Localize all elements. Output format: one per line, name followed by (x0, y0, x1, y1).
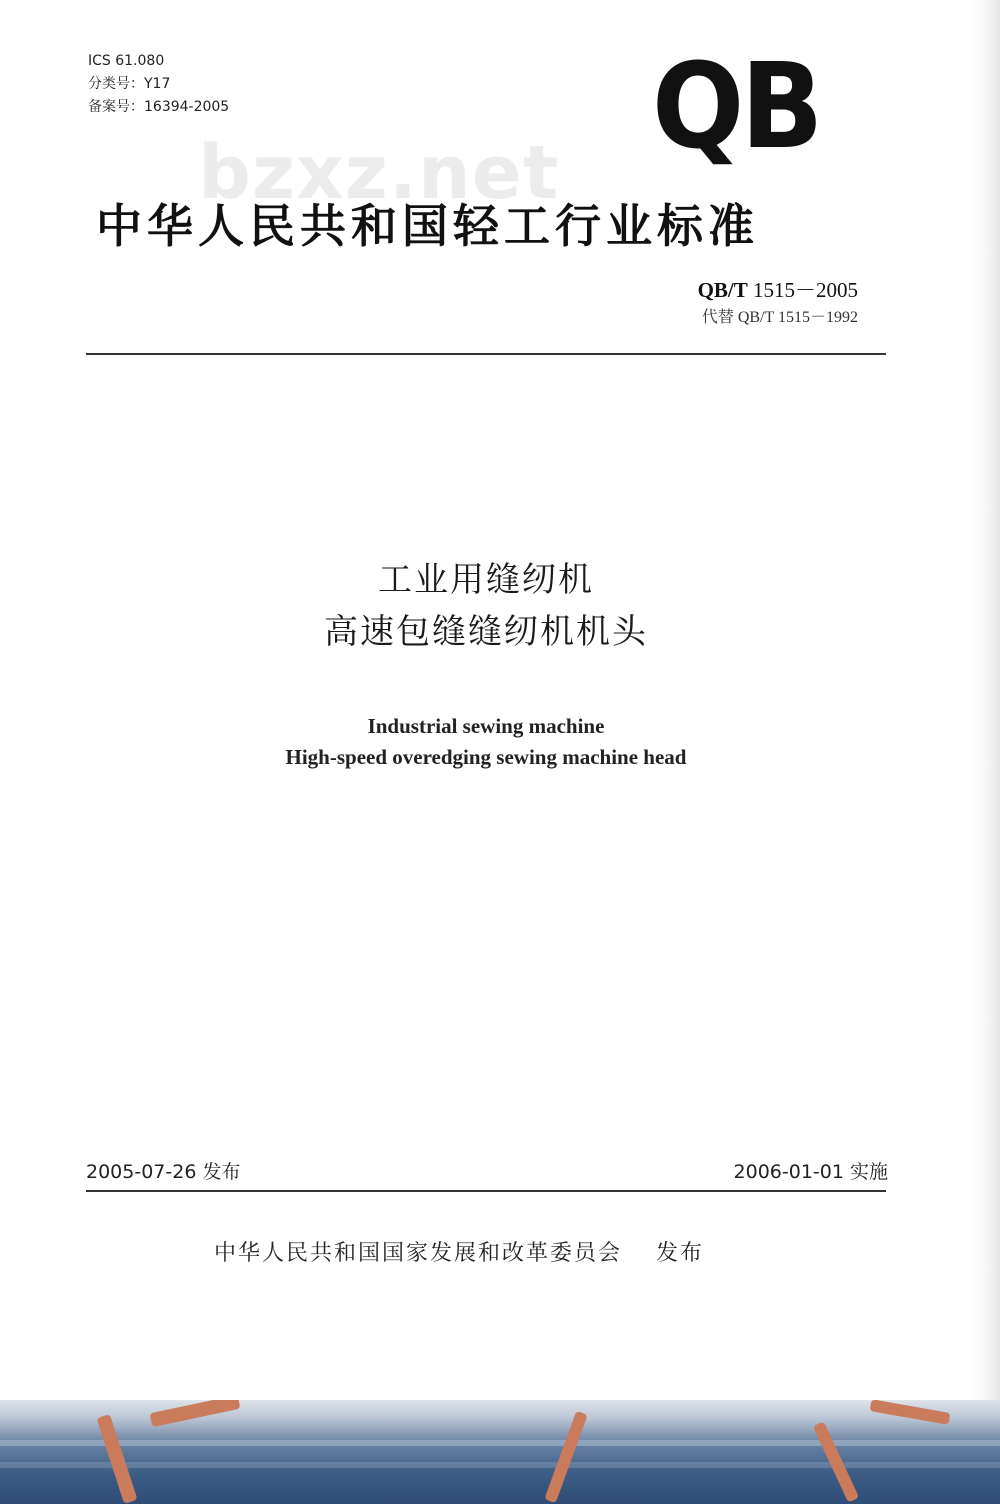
title-cn-line1: 工业用缝纫机 (378, 560, 594, 600)
ics-code: ICS 61.080 (88, 53, 165, 69)
water-highlight (0, 1462, 1000, 1468)
flamingo-neck (150, 1400, 241, 1427)
replaces-note: 代替 QB/T 1515－1992 (701, 309, 858, 326)
filing-number: 备案号：16394-2005 (88, 99, 230, 115)
water-highlight (0, 1440, 1000, 1446)
flamingo-leg (96, 1414, 137, 1504)
bottom-divider (86, 1190, 886, 1192)
standard-code: 1515－2005 (753, 278, 858, 302)
title-cn-line2: 高速包缝缝纫机机头 (324, 612, 648, 652)
issuer-verb: 发布 (656, 1241, 705, 1266)
qb-logo: QB (652, 37, 820, 175)
flamingo-leg (544, 1411, 587, 1503)
issuer-name: 中华人民共和国国家发展和改革委员会 (214, 1241, 623, 1266)
metadata-block (88, 50, 229, 119)
issuer-line (214, 1236, 704, 1267)
watermark: bzxz.net (198, 130, 560, 216)
industry-standard-title: 中华人民共和国轻工行业标准 (96, 199, 759, 253)
page-edge-shadow (972, 0, 1000, 1400)
flamingo-neck (870, 1400, 951, 1425)
standard-number (698, 274, 858, 304)
title-en-line2: High-speed overedging sewing machine head (285, 745, 687, 769)
cover-photo-strip (0, 1400, 1000, 1504)
effective-date: 2006-01-01 实施 (733, 1161, 888, 1183)
standard-prefix: QB/T (697, 278, 748, 302)
issue-date: 2005-07-26 发布 (86, 1161, 241, 1183)
title-en-line1: Industrial sewing machine (367, 714, 605, 738)
category-code: 分类号：Y17 (88, 76, 171, 92)
top-divider (86, 353, 886, 355)
